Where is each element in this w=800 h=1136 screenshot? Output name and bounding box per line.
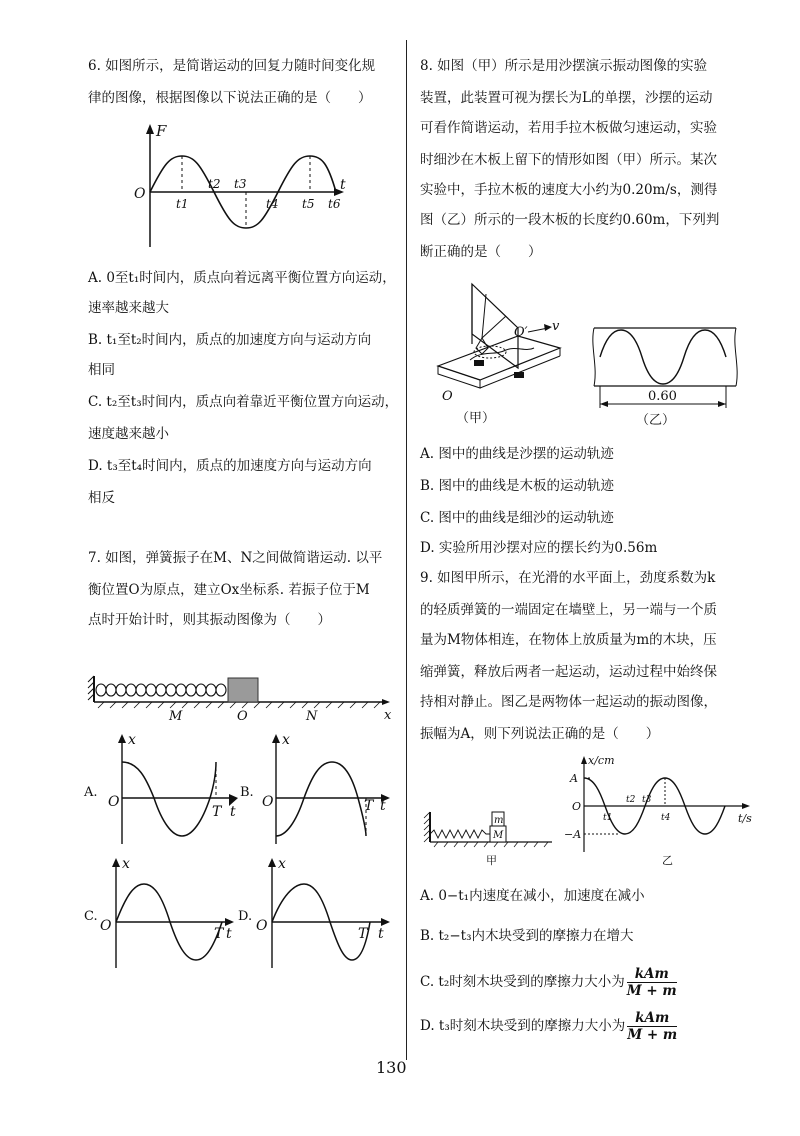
q6-tick-t4: t4 [266,197,279,211]
q7-block [228,678,258,702]
q9-caption-jia: 甲 [486,854,497,867]
q7-option-c: C. [84,909,98,924]
q6-option-a-line1: A. 0至t₁时间内，质点向着远离平衡位置方向运动， [88,270,396,286]
q7-c-period: T [214,926,224,942]
q9-stem-line6: 振幅为A，则下列说法正确的是（ ） [420,726,660,742]
q7-option-d: D. [238,909,253,924]
q7-d-t-label: t [378,926,384,942]
q9-option-d-text: D. t₃时刻木块受到的摩擦力大小为 [420,1018,626,1034]
q7-label-o: O [237,709,248,724]
q9-c-numerator: kAm [627,966,677,983]
q9-option-b: B. t₂−t₃内木块受到的摩擦力在增大 [420,928,634,944]
q9-stem-line5: 持相对静止。图乙是两物体一起运动的振动图像， [420,694,717,710]
q7-a-x-label: x [128,732,136,748]
q8-label-o-prime: O′ [514,325,528,340]
q8-apparatus-figure [430,276,580,426]
q6-option-d-line1: D. t₃至t₄时间内，质点的加速度方向与运动方向 [88,458,372,474]
q8-label-o: O [442,389,453,404]
q7-d-period: T [358,926,368,942]
q7-spring-setup [88,672,398,727]
q7-a-t-label: t [230,804,236,820]
q7-c-origin: O [100,918,112,934]
q9-option-c [420,966,677,999]
q6-option-c-line1: C. t₂至t₃时间内，质点向着靠近平衡位置方向运动， [88,394,399,410]
q8-stem-line3: 可看作简谐运动，若用手拉木板做匀速运动，实验 [420,120,717,136]
q9-option-d-fraction [627,1010,677,1043]
q6-tick-t1: t1 [176,197,189,211]
q6-option-b-line2: 相同 [88,362,115,378]
q8-caption-yi: （乙） [636,413,676,428]
q6-stem-line1: 6. 如图所示，是简谐运动的回复力随时间变化规 [88,58,376,74]
q7-label-x: x [384,708,392,723]
q9-label-M: M [493,830,504,841]
q7-a-origin: O [108,794,120,810]
q7-option-b: B. [240,785,254,800]
q9-stem-line3: 量为M物体相连，在物体上放质量为m的木块，压 [420,632,717,648]
q6-x-label: t [340,177,346,193]
q9-tick-t2: t2 [626,795,636,805]
q7-stem-line1: 7. 如图，弹簧振子在M、N之间做简谐运动. 以平 [88,550,383,566]
q7-b-x-label: x [282,732,290,748]
q7-stem-line3: 点时开始计时，则其振动图像为（ ） [88,612,331,628]
q8-caption-jia: （甲） [456,411,496,426]
q6-option-d-line2: 相反 [88,490,115,506]
q7-a-period: T [212,804,222,820]
q9-y-label: x/cm [588,754,615,767]
q8-stem-line2: 装置，此装置可视为摆长为L的单摆，沙摆的运动 [420,90,713,106]
q8-option-d: D. 实验所用沙摆对应的摆长约为0.56m [420,540,658,556]
q9-spring-blocks-figure [420,806,560,870]
q6-stem-line2: 律的图像，根据图像以下说法正确的是（ ） [88,90,372,106]
q6-tick-t6: t6 [328,197,341,211]
q9-tick-t3: t3 [642,795,652,805]
q8-option-b: B. 图中的曲线是木板的运动轨迹 [420,478,615,494]
q9-amplitude-label: A [570,772,578,785]
q8-stem-line7: 断正确的是（ ） [420,244,542,260]
q7-graph-b [240,732,400,847]
q6-force-graph [130,122,360,252]
q6-y-label: F [156,122,167,140]
q9-tick-t4: t4 [661,813,671,823]
q9-c-denominator: M + m [626,983,677,999]
q7-b-origin: O [262,794,274,810]
q8-stem-line4: 时细沙在木板上留下的情形如图（甲）所示。某次 [420,152,717,168]
q7-graph-c [84,856,244,971]
q9-neg-amplitude-label: −A [564,828,582,841]
q9-stem-line1: 9. 如图甲所示，在光滑的水平面上，劲度系数为k [420,570,716,586]
q9-origin: O [572,800,582,813]
q7-d-x-label: x [278,856,286,872]
q8-label-v: v [552,319,560,334]
column-divider [406,40,407,1060]
q6-option-c-line2: 速度越来越小 [88,426,169,442]
q9-option-d [420,1010,677,1043]
q6-tick-t2: t2 [208,177,221,191]
q9-d-denominator: M + m [627,1027,678,1043]
q7-c-x-label: x [122,856,130,872]
q7-d-origin: O [256,918,268,934]
q9-vibration-graph [560,752,760,870]
q7-b-t-label: t [380,798,386,814]
q9-option-c-fraction [627,966,677,999]
q9-label-m-small: m [494,815,504,826]
page-number: 130 [376,1058,407,1077]
q9-stem-line2: 的轻质弹簧的一端固定在墙壁上，另一端与一个质 [420,602,717,618]
q8-stem-line1: 8. 如图（甲）所示是用沙摆演示振动图像的实验 [420,58,708,74]
q7-graph-a [84,732,244,847]
q7-stem-line2: 衡位置O为原点，建立Ox坐标系. 若振子位于M [88,582,370,598]
q9-stem-line4: 缩弹簧，释放后两者一起运动，运动过程中始终保 [420,664,717,680]
q7-label-n: N [306,709,318,724]
q8-stem-line5: 实验中，手拉木板的速度大小约为0.20m/s，测得 [420,182,718,198]
q7-label-m: M [169,709,183,724]
q8-length-label: 0.60 [648,389,677,404]
q9-d-numerator: kAm [627,1010,677,1027]
q6-tick-t3: t3 [234,177,247,191]
q6-tick-t5: t5 [302,197,315,211]
q9-x-label: t/s [738,812,752,825]
q8-option-c: C. 图中的曲线是细沙的运动轨迹 [420,510,614,526]
q6-option-a-line2: 速率越来越大 [88,300,169,316]
q9-option-a: A. 0−t₁内速度在减小，加速度在减小 [420,888,645,904]
q7-option-a: A. [84,785,98,800]
q6-origin: O [134,186,146,202]
q9-caption-yi: 乙 [662,854,673,867]
q8-stem-line6: 图（乙）所示的一段木板的长度约0.60m，下列判 [420,212,720,228]
q7-c-t-label: t [226,926,232,942]
q7-b-period: T [364,798,374,814]
q8-trace-figure [590,326,740,430]
q6-option-b-line1: B. t₁至t₂时间内，质点的加速度方向与运动方向 [88,332,372,348]
q9-option-c-text: C. t₂时刻木块受到的摩擦力大小为 [420,974,625,990]
q8-option-a: A. 图中的曲线是沙摆的运动轨迹 [420,446,614,462]
q9-tick-t1: t1 [603,813,613,823]
q7-graph-d [240,856,400,971]
